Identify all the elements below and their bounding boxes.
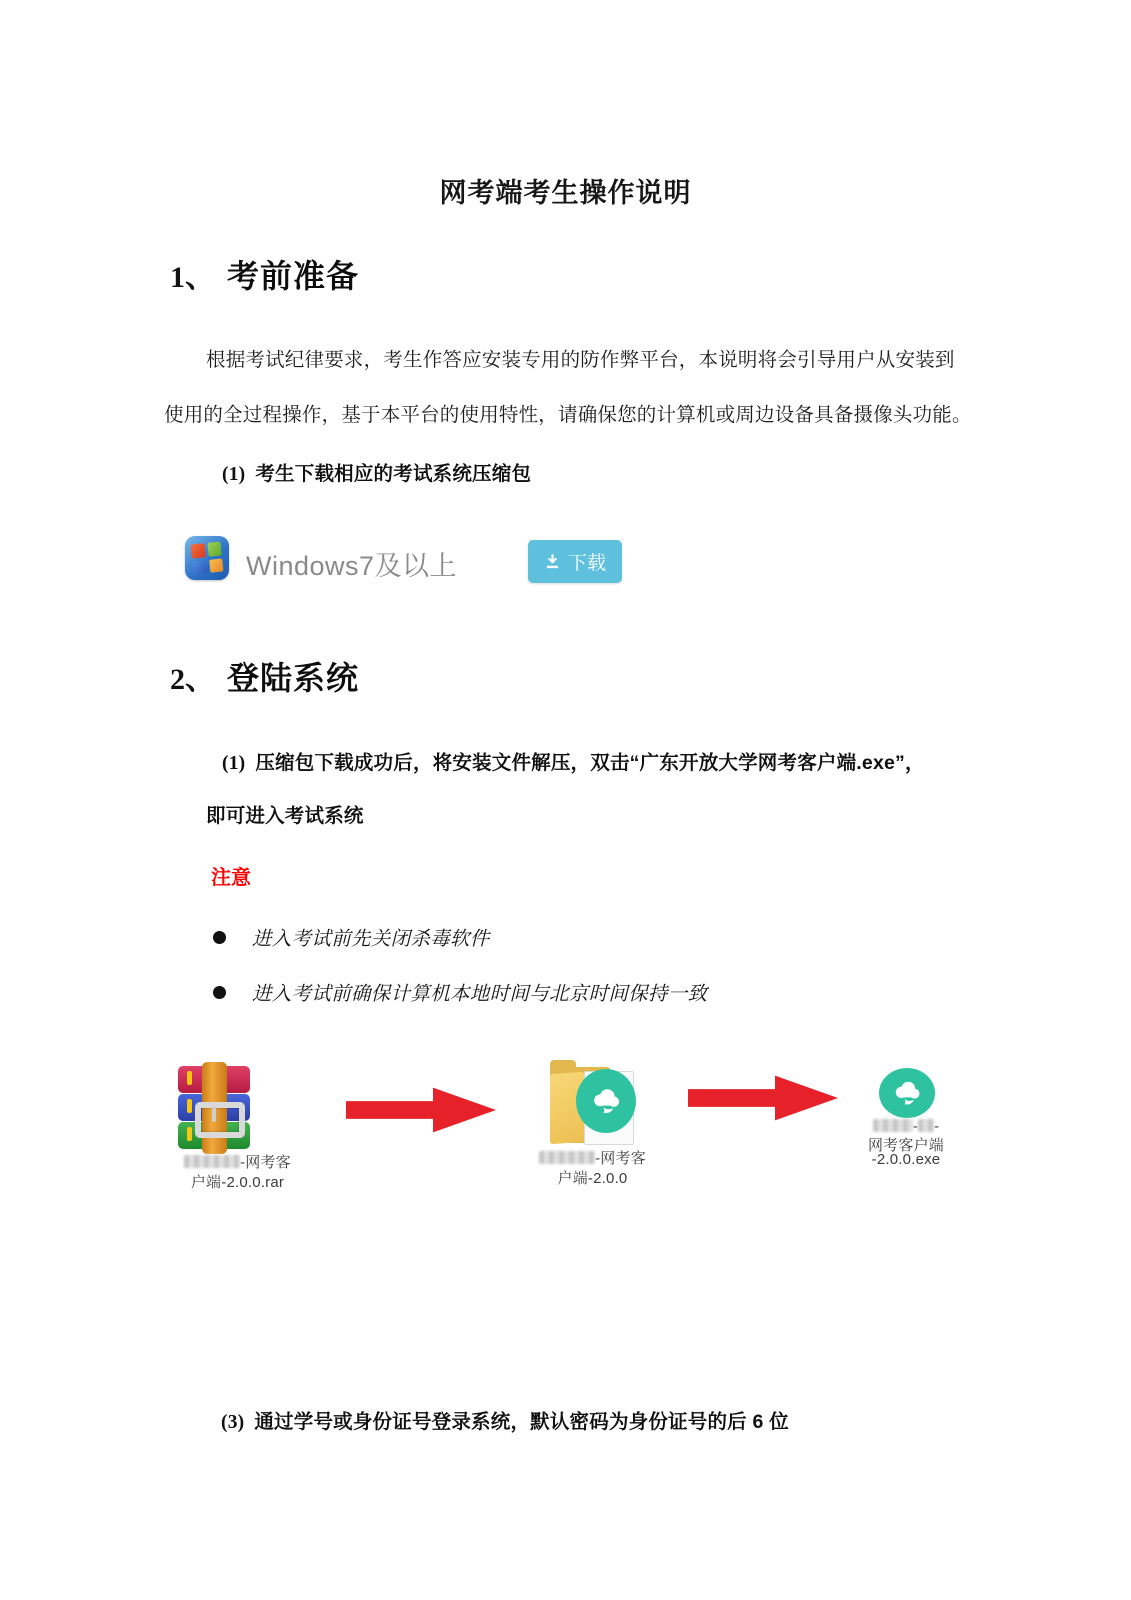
redacted-text-block: [539, 1151, 595, 1164]
section-2-title: 登陆系统: [227, 660, 360, 696]
section-2-heading: [170, 653, 359, 699]
download-button-label: 下载: [567, 553, 606, 574]
folder-label-line-1: -网考客: [505, 1147, 680, 1168]
intro-paragraph-line-1: 根据考试纪律要求，考生作答应安装专用的防作弊平台，本说明将会引导用户从安装到: [206, 349, 955, 371]
item-number: (3): [221, 1412, 245, 1433]
section-1-item-1: [222, 458, 531, 486]
page-title: 网考端考生操作说明: [439, 178, 692, 208]
winrar-archive-icon: [178, 1066, 250, 1150]
section-1-number: 1、: [170, 261, 215, 294]
extracted-folder-icon: [550, 1063, 636, 1145]
item-text: 压缩包下载成功后，将安装文件解压，双击“广东开放大学网考客户端.exe”，: [255, 752, 925, 774]
intro-paragraph-line-2: 使用的全过程操作，基于本平台的使用特性，请确保您的计算机或周边设备具备摄像头功能。: [164, 404, 972, 426]
download-button[interactable]: [528, 540, 622, 583]
rar-file-label-line-1: -网考客: [150, 1151, 325, 1172]
item-text: 考生下载相应的考试系统压缩包: [255, 463, 532, 485]
section-2-item-1-line-2: 即可进入考试系统: [206, 805, 364, 827]
section-2-item-1-line-1: [222, 747, 925, 775]
red-arrow-icon: [688, 1072, 838, 1124]
folder-label-line-2: 户端-2.0.0: [557, 1170, 628, 1187]
bullet-dot-icon: [213, 931, 226, 944]
red-arrow-icon: [346, 1084, 496, 1136]
section-2-item-3: [221, 1406, 789, 1434]
redacted-text-block: [184, 1155, 240, 1168]
bullet-text: 进入考试前先关闭杀毒软件: [252, 928, 490, 950]
section-1-title: 考前准备: [227, 258, 360, 294]
windows-flag-panes: [191, 542, 224, 575]
notice-bullet-1: [213, 923, 490, 951]
rar-file-label-line-2: 户端-2.0.0.rar: [190, 1174, 285, 1191]
exe-file-label-line-3: -2.0.0.exe: [871, 1151, 941, 1168]
section-1-heading: [170, 251, 359, 297]
item-text: 通过学号或身份证号登录系统，默认密码为身份证号的后 6 位: [254, 1411, 789, 1433]
exe-file-label-line-2: 网考客户端: [867, 1137, 944, 1154]
redacted-text-block: [918, 1119, 934, 1132]
item-number: (1): [222, 753, 246, 774]
notice-bullet-2: [213, 978, 707, 1006]
cloud-app-logo-icon: [879, 1068, 935, 1118]
redacted-text-block: [873, 1119, 913, 1132]
bullet-dot-icon: [213, 986, 226, 999]
notice-label: 注意: [211, 867, 251, 889]
exe-file-label-line-1: - -: [830, 1118, 982, 1135]
download-icon: [544, 553, 561, 570]
cloud-app-logo-icon: [576, 1069, 636, 1133]
windows-logo-icon: [185, 536, 229, 580]
os-requirement-label: Windows7及以上: [246, 551, 458, 581]
section-2-number: 2、: [170, 663, 215, 696]
bullet-text: 进入考试前确保计算机本地时间与北京时间保持一致: [252, 983, 708, 1005]
item-number: (1): [222, 464, 246, 485]
exe-app-icon: [879, 1068, 935, 1118]
